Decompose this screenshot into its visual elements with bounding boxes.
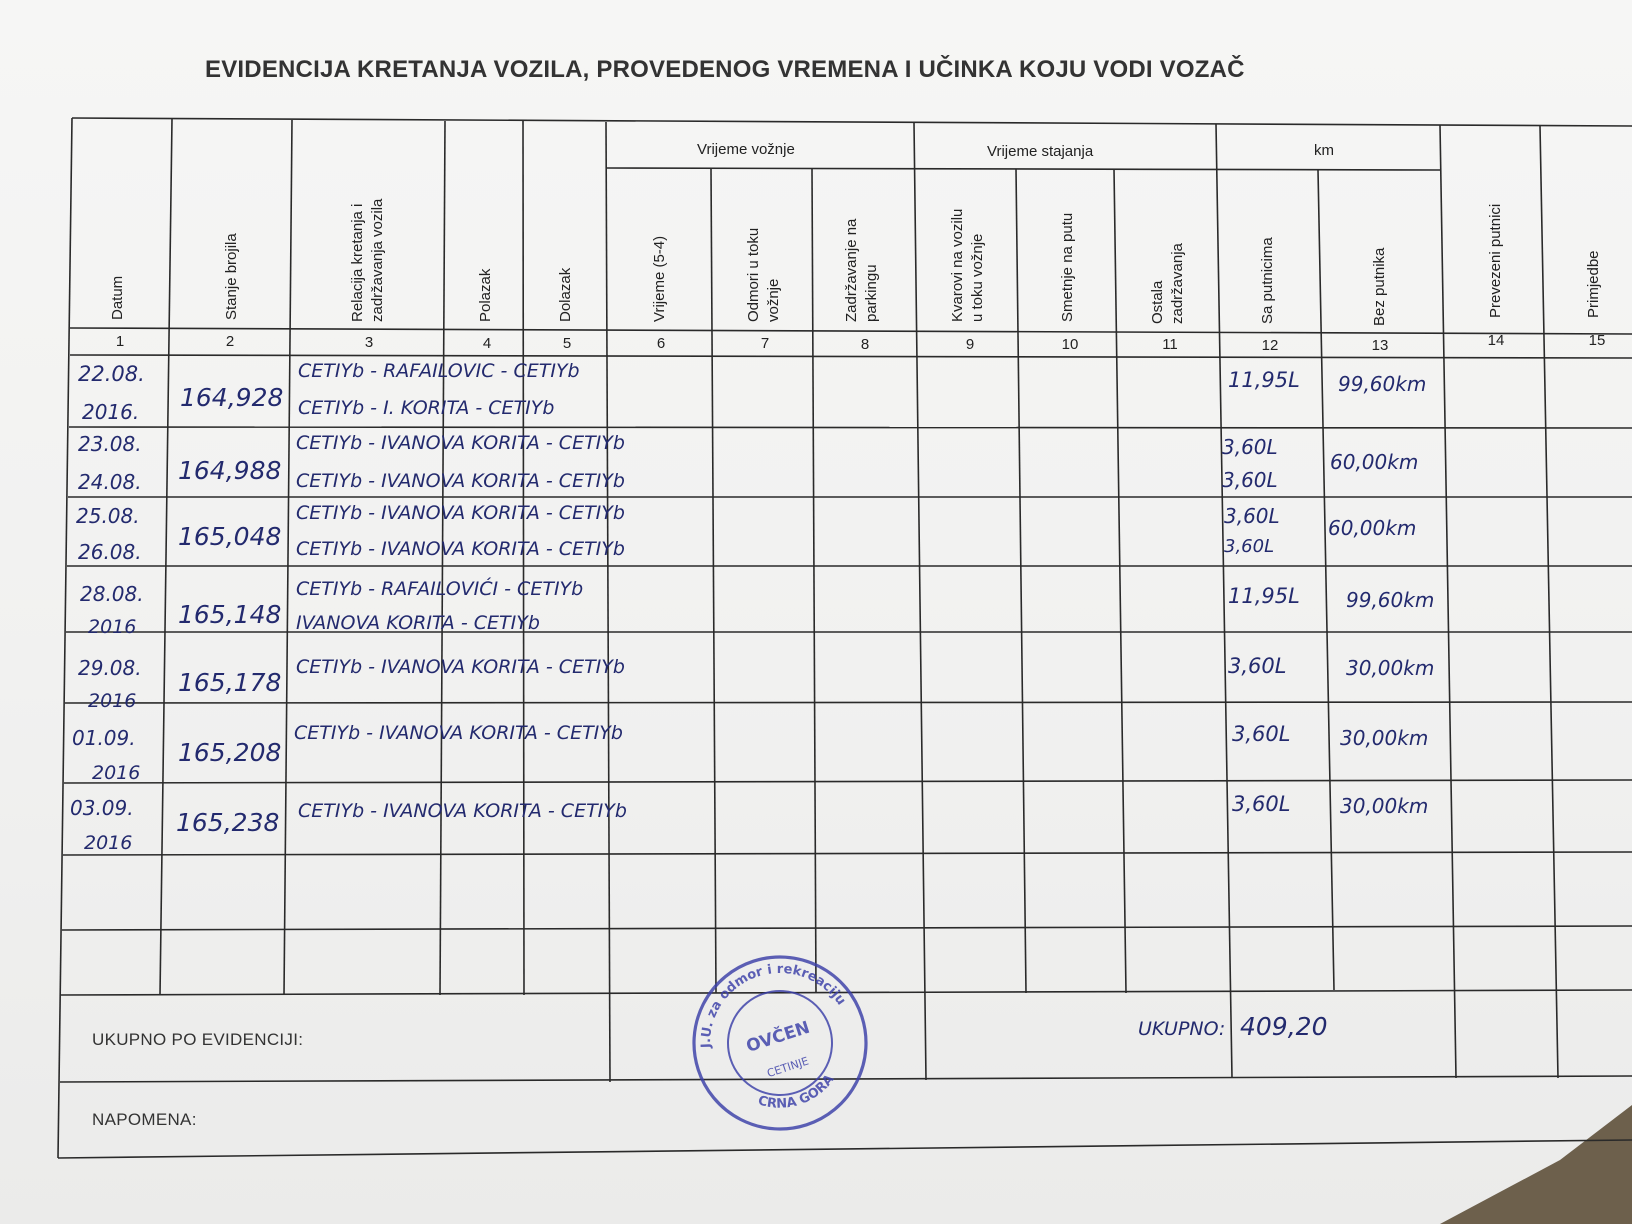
column-number-13: 13 (1371, 337, 1389, 354)
official-stamp (685, 948, 875, 1138)
row-6-date-line-1: 01.09. (72, 726, 136, 750)
column-header-kvarovi-2: u toku vožnje (969, 233, 986, 322)
column-header-zadrzavanje-2: parkingu (863, 264, 880, 322)
column-header-bez-putnika: Bez putnika (1371, 247, 1388, 326)
column-number-6: 6 (656, 335, 666, 352)
row-4-counter: 165,148 (178, 600, 282, 629)
row-3-date-line-1: 25.08. (76, 504, 140, 528)
group-vrijeme-stajanja: Vrijeme stajanja (987, 143, 1094, 160)
column-header-relacija-2: zadržavanja vozila (369, 198, 386, 322)
column-number-1: 1 (115, 333, 125, 350)
column-number-5: 5 (562, 335, 572, 352)
column-header-stanje-brojila: Stanje brojila (223, 233, 240, 320)
row-2-sa-putnicima-1: 3,60L (1222, 435, 1278, 459)
row-7-counter: 165,238 (176, 808, 280, 837)
row-2-route-line-2: CETIYb - IVANOVA KORITA - CETIYb (296, 470, 625, 492)
row-1-route-line-1: CETIYb - RAFAILOVIC - CETIYb (298, 360, 580, 382)
form-title: EVIDENCIJA KRETANJA VOZILA, PROVEDENOG VREMENA I UČINKA KOJU VODI VOZAČ (205, 56, 1245, 83)
column-number-12: 12 (1261, 337, 1279, 354)
row-5-date-line-2: 2016 (88, 690, 137, 712)
row-6-date-line-2: 2016 (92, 762, 141, 784)
row-7-date-line-2: 2016 (84, 832, 133, 854)
row-2-route-line-1: CETIYb - IVANOVA KORITA - CETIYb (296, 432, 625, 454)
column-header-zadrzavanje-1: Zadržavanje na (843, 218, 860, 322)
column-header-primjedbe: Primjedbe (1585, 250, 1602, 318)
column-number-7: 7 (760, 335, 770, 352)
column-header-smetnje: Smetnje na putu (1059, 212, 1076, 322)
row-4-bez-putnika: 99,60km (1346, 588, 1435, 612)
row-6-sa-putnicima: 3,60L (1232, 722, 1291, 746)
row-1-route-line-2: CETIYb - I. KORITA - CETIYb (298, 397, 555, 419)
row-6-bez-putnika: 30,00km (1340, 726, 1429, 750)
row-4-date-line-2: 2016 (88, 616, 137, 638)
column-header-relacija-1: Relacija kretanja i (349, 203, 366, 322)
handwritten-total-label: UKUPNO: (1138, 1018, 1226, 1040)
row-3-sa-putnicima-2: 3,60L (1224, 536, 1275, 557)
row-7-route-line-1: CETIYb - IVANOVA KORITA - CETIYb (298, 800, 627, 822)
row-4-route-line-1: CETIYb - RAFAILOVIĆI - CETIYb (296, 578, 584, 600)
row-2-counter: 164,988 (178, 456, 282, 485)
row-5-route-line-1: CETIYb - IVANOVA KORITA - CETIYb (296, 656, 625, 678)
row-4-route-line-2: IVANOVA KORITA - CETIYb (296, 612, 540, 634)
row-2-date-line-2: 24.08. (78, 470, 142, 494)
column-header-dolazak: Dolazak (557, 267, 574, 322)
row-4-sa-putnicima: 11,95L (1228, 584, 1300, 608)
row-5-date-line-1: 29.08. (78, 656, 142, 680)
row-2-sa-putnicima-2: 3,60L (1222, 468, 1278, 492)
column-header-ostala-2: zadržavanja (1169, 243, 1186, 324)
row-1-counter: 164,928 (180, 383, 284, 412)
stamp-text-inner: CETINJE (765, 1054, 811, 1081)
group-vrijeme-voznje: Vrijeme vožnje (697, 141, 795, 158)
column-header-prevezeni-putnici: Prevezeni putnici (1487, 203, 1504, 318)
column-number-3: 3 (364, 334, 374, 351)
column-number-4: 4 (482, 335, 492, 352)
row-3-bez-putnika: 60,00km (1328, 516, 1417, 540)
column-header-polazak: Polazak (477, 268, 494, 322)
column-header-odmori-1: Odmori u toku (745, 227, 762, 322)
column-header-odmori-2: vožnje (765, 278, 782, 322)
column-header-sa-putnicima: Sa putnicima (1259, 237, 1276, 324)
row-3-route-line-1: CETIYb - IVANOVA KORITA - CETIYb (296, 502, 625, 524)
napomena-label: NAPOMENA: (92, 1110, 197, 1129)
column-number-8: 8 (860, 336, 870, 353)
row-5-bez-putnika: 30,00km (1346, 656, 1435, 680)
column-number-15: 15 (1588, 332, 1606, 349)
row-2-bez-putnika: 60,00km (1330, 450, 1419, 474)
row-3-date-line-2: 26.08. (78, 540, 142, 564)
column-header-kvarovi-1: Kvarovi na vozilu (949, 208, 966, 322)
row-1-date-line-1: 22.08. (78, 362, 145, 386)
column-number-9: 9 (965, 336, 975, 353)
row-4-date-line-1: 28.08. (80, 582, 144, 606)
row-3-sa-putnicima-1: 3,60L (1224, 504, 1280, 528)
column-number-2: 2 (225, 333, 235, 350)
stamp-text-top: J.U. za odmor i rekreaciju (698, 961, 849, 1049)
row-3-route-line-2: CETIYb - IVANOVA KORITA - CETIYb (296, 538, 625, 560)
row-6-route-line-1: CETIYb - IVANOVA KORITA - CETIYb (294, 722, 623, 744)
row-1-sa-putnicima: 11,95L (1228, 368, 1300, 392)
row-1-bez-putnika: 99,60km (1338, 372, 1427, 396)
column-number-11: 11 (1162, 336, 1178, 353)
column-header-datum: Datum (109, 275, 126, 320)
stamp-text-bottom: CRNA GORA (756, 1072, 838, 1112)
row-5-sa-putnicima: 3,60L (1228, 654, 1287, 678)
column-number-10: 10 (1061, 336, 1079, 353)
row-3-counter: 165,048 (178, 522, 282, 551)
column-header-vrijeme: Vrijeme (5-4) (651, 235, 668, 322)
column-number-14: 14 (1487, 332, 1505, 349)
row-7-date-line-1: 03.09. (70, 796, 134, 820)
column-header-ostala-1: Ostala (1149, 280, 1166, 324)
row-5-counter: 165,178 (178, 668, 282, 697)
row-2-date-line-1: 23.08. (78, 432, 142, 456)
row-7-bez-putnika: 30,00km (1340, 794, 1429, 818)
handwritten-total-value: 409,20 (1240, 1012, 1328, 1041)
stamp-text-middle: OVČEN (743, 1017, 813, 1057)
row-6-counter: 165,208 (178, 738, 282, 767)
group-km: km (1314, 142, 1334, 159)
row-1-date-line-2: 2016. (82, 400, 140, 424)
row-7-sa-putnicima: 3,60L (1232, 792, 1291, 816)
ukupno-label: UKUPNO PO EVIDENCIJI: (92, 1030, 304, 1049)
